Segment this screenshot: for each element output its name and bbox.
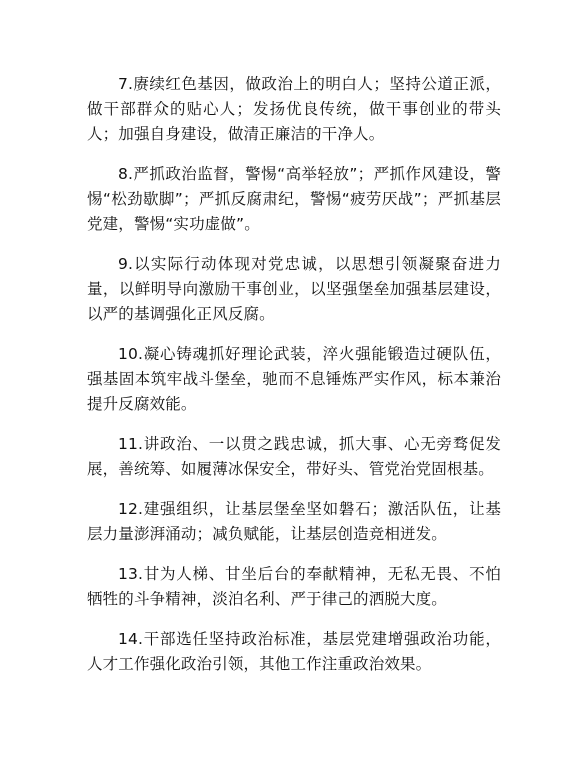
paragraph-10: 10.凝心铸魂抓好理论武装，淬火强能锻造过硬队伍，强基固本筑牢战斗堡垒，驰而不息锤炼严实作风，标本兼治提升反腐效能。 [87,345,501,413]
paragraph-13: 13.甘为人梯、甘坐后台的奉献精神，无私无畏、不怕牺牲的斗争精神，淡泊名利、严于律己的洒脱大度。 [87,565,501,608]
paragraph-14: 14.干部选任坚持政治标准，基层党建增强政治功能，人才工作强化政治引领，其他工作注重政治效果。 [87,630,501,673]
document-body [87,72,501,692]
paragraph-11: 11.讲政治、一以贯之践忠诚，抓大事、心无旁骛促发展，善统筹、如履薄冰保安全，带好头、管党治党固根基。 [87,435,501,478]
paragraph-8: 8.严抓政治监督，警惕“高举轻放”；严抓作风建设，警惕“松劲歇脚”；严抓反腐肃纪，警惕“疲劳厌战”；严抓基层党建，警惕“实功虚做”。 [87,165,501,233]
paragraph-7: 7.赓续红色基因，做政治上的明白人；坚持公道正派，做干部群众的贴心人；发扬优良传统，做干事创业的带头人；加强自身建设，做清正廉洁的干净人。 [87,75,501,143]
paragraph-9: 9.以实际行动体现对党忠诚，以思想引领凝聚奋进力量，以鲜明导向激励干事创业，以坚强堡垒加强基层建设，以严的基调强化正风反腐。 [87,255,501,323]
paragraph-12: 12.建强组织，让基层堡垒坚如磐石；激活队伍，让基层力量澎湃涌动；减负赋能，让基层创造竞相迸发。 [87,500,501,543]
